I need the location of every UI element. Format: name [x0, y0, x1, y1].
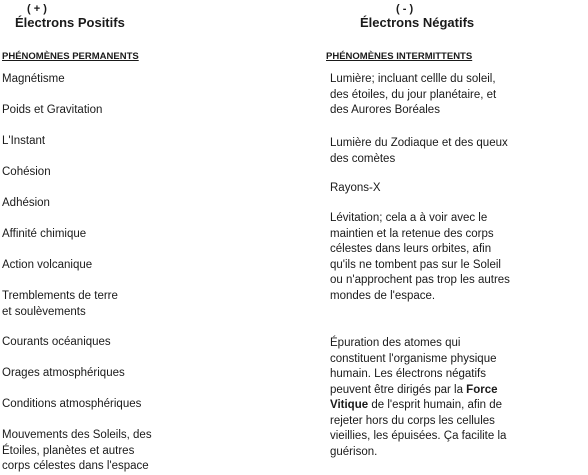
list-item: Cohésion	[2, 166, 51, 178]
negative-column-title: Électrons Négatifs	[360, 15, 475, 30]
list-item: Courants océaniques	[2, 336, 111, 348]
positive-electrons-column	[2, 3, 302, 472]
intermittent-phenomena-heading: PHÉNOMÈNES INTERMITTENTS	[326, 51, 473, 62]
permanent-phenomena-heading: PHÉNOMÈNES PERMANENTS	[2, 51, 139, 62]
list-item: Rayons-X	[330, 182, 381, 194]
negative-electrons-column	[326, 3, 585, 458]
list-item: Lumière; incluant cellle du soleil, des étoiles, du jour planétaire, et des Aurores Boréales	[330, 73, 497, 116]
list-item: Magnétisme	[2, 73, 65, 85]
list-item: Adhésion	[2, 197, 50, 209]
list-item: Tremblements de terre et soulèvements	[2, 290, 118, 318]
list-item: Affinité chimique	[2, 228, 87, 240]
list-item: Orages atmosphériques	[2, 367, 125, 379]
list-item: Conditions atmosphériques	[2, 398, 142, 410]
list-item: Lévitation; cela a à voir avec le maintien et la retenue des corps célestes dans leurs orbites, afin qu'ils ne tombent pas sur le Soleil ou n'approchent pas trop les autres mondes de l'espace.	[330, 212, 510, 302]
list-item: Épuration des atomes qui constituent l'organisme physique humain. Les électrons négatifs peuvent être dirigés par la Force Vitique de l'esprit humain, afin de rejeter hors du corps les cellules vieillies, les épuisées. Ça facilite la guérison.	[330, 337, 507, 458]
negative-sign: ( - )	[396, 3, 414, 15]
force-bold-text: Force	[466, 383, 498, 396]
list-item: Lumière du Zodiaque et des queux des comètes	[330, 137, 508, 165]
list-item: Mouvements des Soleils, des Étoiles, planètes et autres corps célestes dans l'espace	[2, 429, 152, 472]
list-item: Action volcanique	[2, 259, 93, 271]
list-item: L'Instant	[2, 135, 46, 147]
positive-column-title: Électrons Positifs	[15, 15, 125, 30]
positive-sign: ( + )	[27, 3, 47, 15]
list-item: Poids et Gravitation	[2, 104, 103, 116]
vitique-bold-text: Vitique	[330, 399, 369, 411]
